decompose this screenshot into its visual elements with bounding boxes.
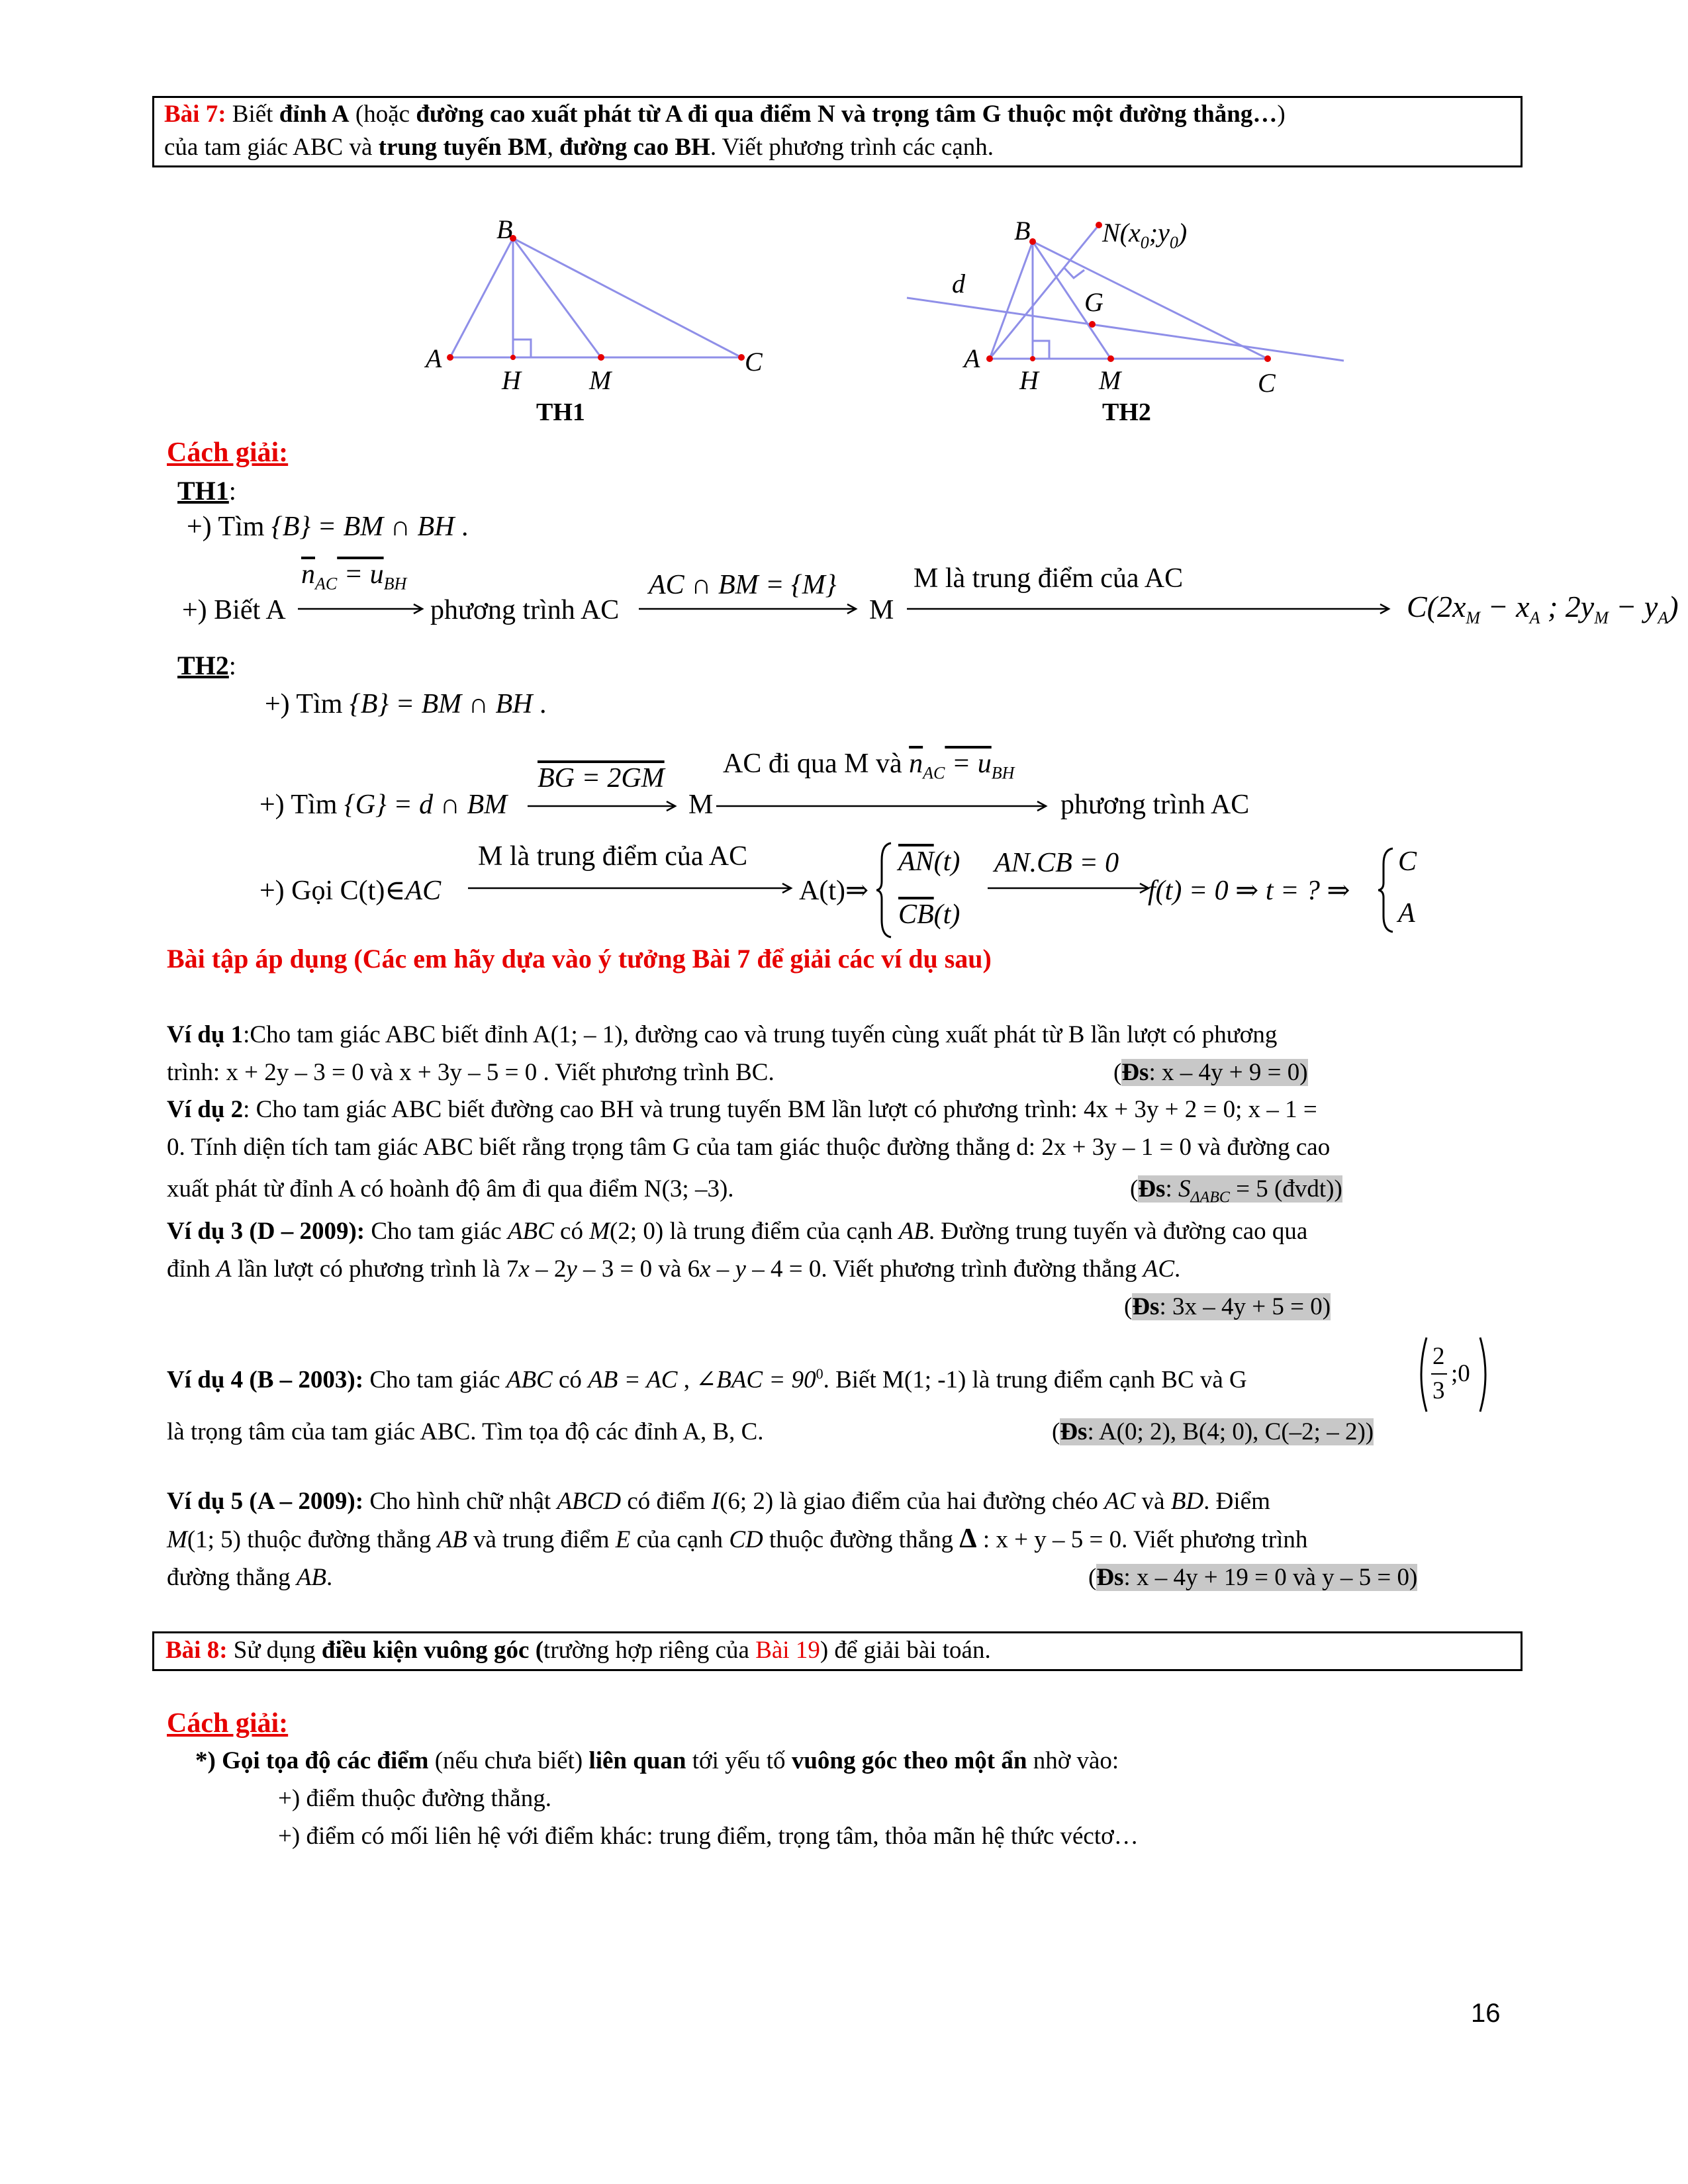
th2-altitude-an <box>990 225 1099 359</box>
vd4-answer: (Đs: A(0; 2), B(4; 0), C(–2; – 2)) <box>1052 1418 1374 1445</box>
th1-label-a: A <box>426 343 442 373</box>
th1-step2: +) Biết A $\overline{n}_{AC} = u_{BH}$ phương trình AC AC ∩ BM = {M} M M là trung điểm của AC $C(2x_M - x_A$ ; $2y_M - y_A$) <box>182 559 1679 628</box>
vd4-paren-left <box>1415 1335 1429 1414</box>
th2-step1: +) Tìm {B} = BM ∩ BH . <box>265 689 547 719</box>
bai7-label: Bài 7: <box>164 101 226 128</box>
vd4: Ví dụ 4 (B – 2003): Cho tam giác ABC có AB = AC , ∠BAC = $90^0$. Biết M(1; -1) là trung điểm cạnh BC và G 2 3 ;0 là trọng tâm của tam giác ABC. Tìm tọa độ các đỉnh A, B, C. (Đs: A(0; 2), B(4; 0), C(–2; – 2)) <box>167 1340 1530 1451</box>
th2-label-b: B <box>1014 216 1031 246</box>
vd2: Ví dụ 2: Cho tam giác ABC biết đường cao BH và trung tuyến BM lần lượt có phương trình: 4x + 3y + 2 = 0; x – 1 = 0. Tính diện tích tam giác ABC biết rằng trọng tâm G của tam giác thuộc đường thẳng d: 2x + 3y – 1 = 0 và đường cao xuất phát từ đỉnh A có hoành độ âm đi qua điểm N(3; –3). (Đs: $S_{\Delta ABC} = 5$ (đvdt)) <box>167 1091 1530 1212</box>
bai-tap-ap-dung-heading: Bài tập áp dụng (Các em hãy dựa vào ý tưởng Bài 7 để giải các ví dụ sau) <box>167 944 992 974</box>
th1-result: $C(2x_M - x_A$ ; $2y_M - y_A$) <box>1407 590 1679 628</box>
bai7-line2: của tam giác ABC và trung tuyến BM, đường cao BH. Viết phương trình các cạnh. <box>164 134 994 161</box>
th1-arrow2-label: AC ∩ BM = {M} <box>649 570 837 600</box>
th2-step3-arrow2-label: AN.CB = 0 <box>994 848 1119 878</box>
figure-th2 <box>900 205 1350 430</box>
th2-label-a: A <box>964 343 980 373</box>
th1-side-ab <box>450 238 513 357</box>
th2-arrow1 <box>528 799 680 813</box>
vd4-frac-num: 2 <box>1432 1343 1445 1370</box>
th1-caption: TH1 <box>536 398 585 426</box>
vd3: Ví dụ 3 (D – 2009): Cho tam giác ABC có M(2; 0) là trung điểm của cạnh AB. Đường trung tuyến và đường cao qua đỉnh A lần lượt có phương trình là 7x – 2y – 3 = 0 và 6x – y – 4 = 0. Viết phương trình đường thẳng AC. (Đs: 3x – 4y + 5 = 0) <box>167 1212 1530 1326</box>
vd1-answer: (Đs: x – 4y + 9 = 0) <box>1113 1059 1308 1086</box>
th2-heading: TH2: <box>177 651 236 680</box>
th2-arrow1-label: BG = 2GM <box>538 763 665 794</box>
th2-arrow2-label: AC đi qua M và $\overline{n}_{AC} = u_{BH}$ <box>723 749 1015 783</box>
th1-arrow2 <box>639 602 861 615</box>
bai7-line1: Bài 7: Biết đỉnh A (hoặc đường cao xuất phát từ A đi qua điểm N và trọng tâm G thuộc một đường thẳng…) <box>164 101 1286 128</box>
th2-label-m: M <box>1099 365 1121 395</box>
th2-step3-brace1 <box>876 841 896 940</box>
vd5-answer: (Đs: x – 4y + 19 = 0 và y – 5 = 0) <box>1088 1564 1418 1591</box>
th2-right-angle-mark <box>1033 341 1049 359</box>
cg2-list: *) Gọi tọa độ các điểm (nếu chưa biết) liên quan tới yếu tố vuông góc theo một ẩn nhờ vào: +) điểm thuộc đường thẳng. +) điểm có mối liên hệ với điểm khác: trung điểm, trọng tâm, thỏa mãn hệ thức véctơ… <box>195 1747 1139 1850</box>
th2-label-d: d <box>952 269 965 298</box>
vd5: Ví dụ 5 (A – 2009): Cho hình chữ nhật ABCD có điểm I(6; 2) là giao điểm của hai đường chéo AC và BD. Điểm M(1; 5) thuộc đường thẳng AB và trung điểm E của cạnh CD thuộc đường thẳng Δ : x + y – 5 = 0. Viết phương trình đường thẳng AB. (Đs: x – 4y + 19 = 0 và y – 5 = 0) <box>167 1482 1530 1596</box>
th2-caption: TH2 <box>1102 398 1151 426</box>
th2-step3: +) Gọi C(t)∈AC M là trung điểm của AC A(t)⇒ $\overline{AN}(t)$ $\overline{CB}(t)$ AN.CB = 0 f(t) = 0 ⇒ t = ? ⇒ C A <box>259 834 1517 946</box>
cach-giai-2-heading: Cách giải: <box>167 1708 289 1739</box>
vd1: Ví dụ 1:Cho tam giác ABC biết đỉnh A(1; – 1), đường cao và trung tuyến cùng xuất phát từ B lần lượt có phương trình: x + 2y – 3 = 0 và x + 3y – 5 = 0 . Viết phương trình BC. (Đs: x – 4y + 9 = 0) <box>167 1016 1530 1091</box>
vd4-frac-den: 3 <box>1432 1377 1445 1404</box>
th2-label-n: $N(x_0;y_0)$ <box>1102 218 1188 252</box>
th2-step3-brace2 <box>1378 846 1397 934</box>
th1-right-angle-mark <box>513 340 531 357</box>
th2-side-bc <box>1033 242 1268 359</box>
th2-right-angle-mark-n <box>1064 268 1084 278</box>
th1-heading: TH1: <box>177 476 236 506</box>
th2-label-h: H <box>1019 365 1039 395</box>
vd4-paren-right <box>1477 1335 1492 1414</box>
th1-side-bc <box>513 238 741 357</box>
th2-arrow2 <box>716 799 1051 813</box>
th1-label-m: M <box>589 365 612 395</box>
figure-th1 <box>424 218 794 430</box>
th2-side-ab <box>990 242 1033 359</box>
th2-step3-arrow2 <box>988 882 1153 895</box>
th1-label-c: C <box>745 347 763 377</box>
th2-label-g: G <box>1084 287 1103 317</box>
th1-label-b: B <box>496 218 513 244</box>
th1-arrow3 <box>907 602 1393 615</box>
th2-step3-arrow1 <box>468 882 796 895</box>
page-number: 16 <box>1471 1999 1501 2028</box>
th2-step3-arrow1-label: M là trung điểm của AC <box>478 841 748 872</box>
th1-arrow3-label: M là trung điểm của AC <box>914 563 1184 594</box>
vd3-answer: (Đs: 3x – 4y + 5 = 0) <box>1124 1293 1331 1320</box>
th1-label-h: H <box>502 365 521 395</box>
cach-giai-1-heading: Cách giải: <box>167 437 289 468</box>
bai8-text: Bài 8: Sử dụng điều kiện vuông góc (trường hợp riêng của Bài 19) để giải bài toán. <box>165 1637 991 1664</box>
th2-step2: +) Tìm {G} = d ∩ BM BG = 2GM M AC đi qua M và $\overline{n}_{AC} = u_{BH}$ phương trình AC <box>259 749 1250 820</box>
th1-arrow1 <box>298 602 427 615</box>
th2-label-c: C <box>1258 368 1276 398</box>
vd2-answer: (Đs: $S_{\Delta ABC} = 5$ (đvdt)) <box>1130 1175 1342 1206</box>
th1-arrow1-label: $\overline{n}_{AC} = u_{BH}$ <box>301 559 407 594</box>
th1-step1: +) Tìm {B} = BM ∩ BH . <box>187 512 469 542</box>
